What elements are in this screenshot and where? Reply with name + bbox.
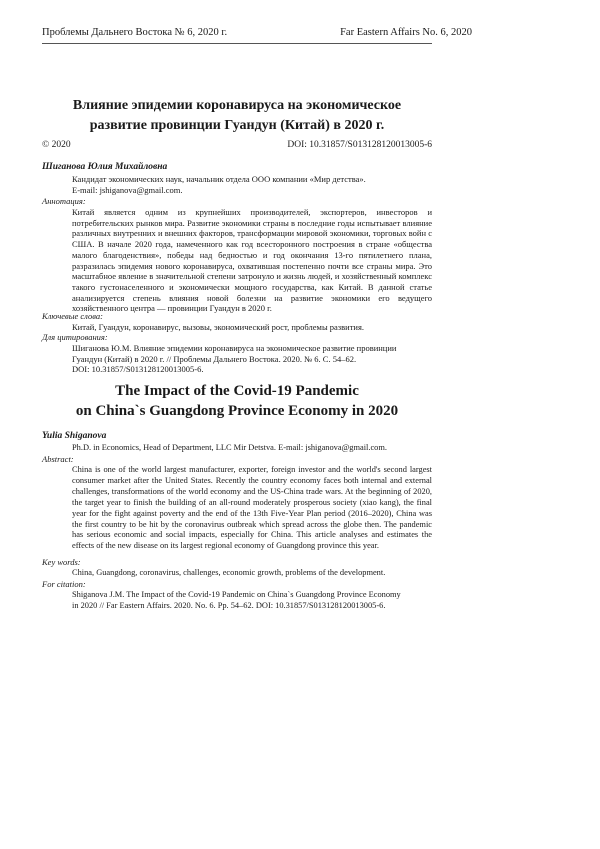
journal-header-ru: Проблемы Дальнего Востока № 6, 2020 г. (42, 27, 228, 38)
keywords-en: China, Guangdong, coronavirus, challenges, economic growth, problems of the development. (72, 568, 386, 577)
title-ru-line-2: развитие провинции Гуандун (Китай) в 2020 г. (89, 118, 385, 133)
citation-label-ru: Для цитирования: (42, 332, 108, 342)
abstract-ru: Китай является одним из крупнейших производителей, экспортеров, инвесторов и потребительских рынков мира. Развитие экономики страны в последние годы испытывает влияние различных внутренних и внешних факторов, трансформации мировой экономики, торговых войн с США. В начале 2020 года, намеченного как год всесторонного построения в стране «общества малого благоденствия», победы над бедностью и год окончания 13-го пятилетнего плана, разразилась эпидемия нового коронавируса, охватившая постепенно почти все страны мира. Это масштабное явление в значительной степени затронуло и жизнь людей, и хозяйственный комплекс такого густонаселенного и экономически мощного государства, как Китай. В данной статье анализируется степень влияния новой болезни на развитие экономики его ведущего хозяйственного центра — провинции Гуандун в 2020 г. (72, 207, 432, 314)
doi-ru: DOI: 10.31857/S013128120013005-6 (287, 140, 432, 150)
citation-en-line-1: Shiganova J.M. The Impact of the Covid-19 Pandemic on China`s Guangdong Province Economy (72, 590, 401, 599)
abstract-label-en: Abstract: (42, 454, 74, 464)
citation-en (72, 590, 432, 612)
title-ru-line-1: Влияние эпидемии коронавируса на экономическое (72, 98, 402, 113)
header-rule (42, 43, 432, 44)
keywords-ru: Китай, Гуандун, коронавирус, вызовы, экономический рост, проблемы развития. (72, 322, 365, 332)
citation-en-line-2: in 2020 // Far Eastern Affairs. 2020. No. 6. Pp. 54–62. DOI: 10.31857/S013128120013005-6. (72, 600, 386, 610)
title-en-line-1: The Impact of the Covid-19 Pandemic (115, 383, 359, 399)
affiliation-en: Ph.D. in Economics, Head of Department, LLC Mir Detstva. E-mail: jshiganova@gmail.com. (72, 443, 387, 452)
affiliation-ru (72, 174, 432, 195)
journal-header-en: Far Eastern Affairs No. 6, 2020 (340, 27, 472, 38)
citation-ru-line-2: Гуандун (Китай) в 2020 г. // Проблемы Дальнего Востока. 2020. № 6. С. 54–62. (72, 353, 357, 364)
keywords-label-ru: Ключевые слова: (42, 311, 103, 321)
title-en-line-2: on China`s Guangdong Province Economy in 2020 (75, 403, 399, 419)
citation-ru (72, 343, 432, 375)
citation-label-en: For citation: (42, 579, 86, 589)
citation-ru-line-3: DOI: 10.31857/S013128120013005-6. (72, 364, 204, 375)
author-name-ru: Шиганова Юлия Михайловна (42, 162, 168, 172)
author-name-en: Yulia Shiganova (42, 431, 107, 441)
article-title-ru (42, 96, 432, 136)
article-title-en (42, 381, 432, 421)
abstract-en: China is one of the world largest manufacturer, exporter, foreign investor and the world's second largest consumer market after the United States. Recently the country economy faces both internal and external challenges, transformations of the world economy and the US-China trade wars. At the beginning of 2020, the target year to finish the building of an all-round moderately prosperous society (xiao kang), the final year for the fight against poverty and the end of the 13th Five-Year Plan period (2016–2020), China was the first country to be hit by the coronavirus outbreak which spread across the globe then. The pandemic has serious economic and social impacts, especially for China. This article analyses and estimates the effects of the new disease on its largest regional economy of Guangdong province this year. (72, 465, 432, 551)
copyright: © 2020 (42, 140, 71, 150)
affiliation-ru-line-1: Кандидат экономических наук, начальник отдела ООО компании «Мир детства». (72, 174, 366, 184)
keywords-label-en: Key words: (42, 557, 81, 567)
citation-ru-line-1: Шиганова Ю.М. Влияние эпидемии коронавируса на экономическое развитие провинции (72, 343, 397, 353)
affiliation-ru-line-2: E-mail: jshiganova@gmail.com. (72, 184, 183, 195)
abstract-label-ru: Аннотация: (42, 196, 86, 206)
